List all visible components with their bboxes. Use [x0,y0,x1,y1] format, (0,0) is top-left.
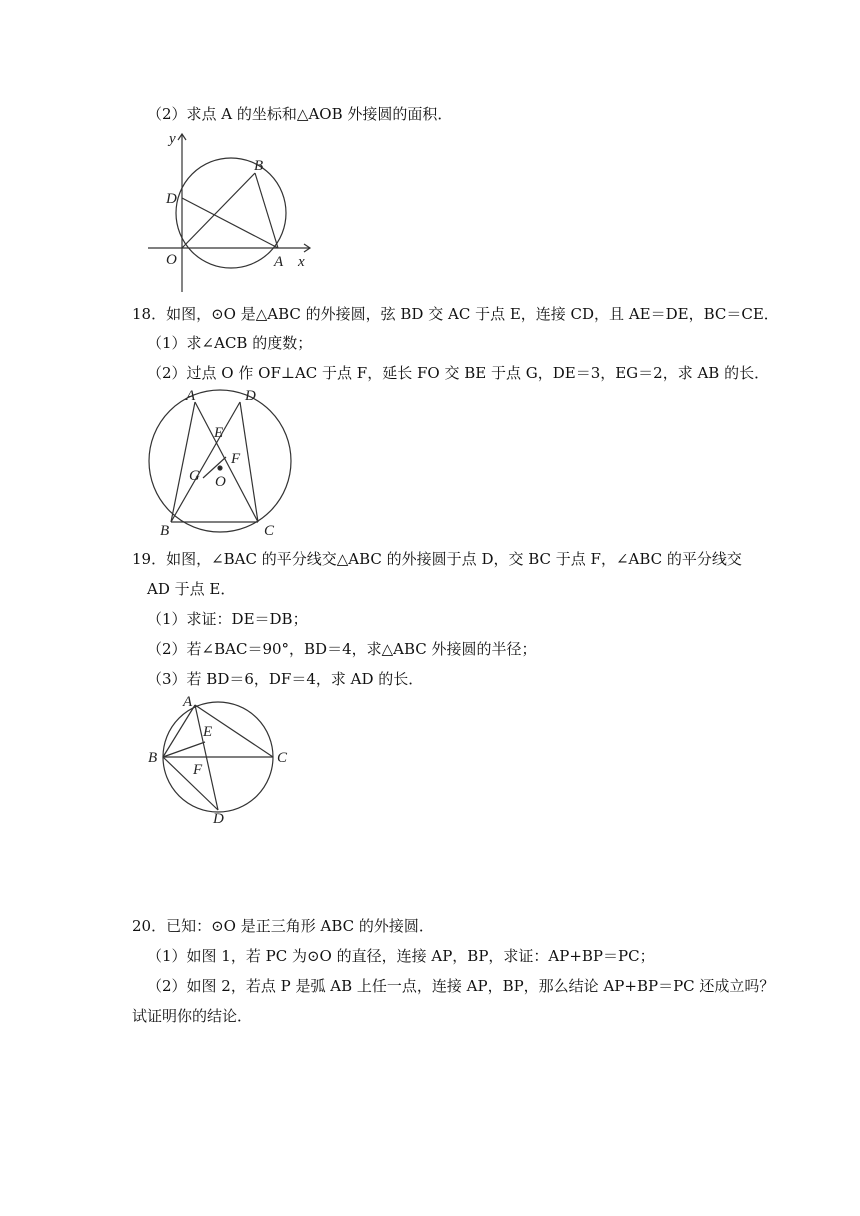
segment-AB [163,705,195,757]
label-D: D [213,811,224,827]
label-E: E [203,724,213,740]
label-B: B [160,523,170,539]
label-B: B [148,750,158,766]
label-D: D [245,388,256,404]
label-C: C [277,750,288,766]
label-A: A [183,694,193,710]
label-B: B [254,158,264,174]
label-E: E [214,425,224,441]
segment-BE [163,742,205,757]
q20-part2-line2: 试证明你的结论． [132,1007,253,1025]
label-O: O [166,252,177,268]
label-A: A [274,254,284,270]
q19-part1: （1）求证：DE＝DB； [147,610,308,628]
q19-stem-line1: 19．如图，∠BAC 的平分线交△ABC 的外接圆于点 D，交 BC 于点 F，∠ABC 的平分线交 [132,550,742,568]
q18-part2: （2）过点 O 作 OF⊥AC 于点 F，延长 FO 交 BE 于点 G，DE＝3，EG＝2，求 AB 的长． [147,364,770,382]
q20-part1: （1）如图 1，若 PC 为⊙O 的直径，连接 AP，BP，求证：AP+BP＝PC； [147,947,655,965]
label-y: y [169,131,176,147]
q19-part2: （2）若∠BAC＝90°，BD＝4，求△ABC 外接圆的半径； [147,640,537,658]
label-F: F [193,762,203,778]
label-G: G [189,468,200,484]
q19-part3: （3）若 BD＝6，DF＝4，求 AD 的长． [147,670,424,688]
label-A: A [186,388,196,404]
label-C: C [264,523,275,539]
label-F: F [231,451,241,467]
label-D: D [166,191,177,207]
segment-BD [163,757,218,810]
label-x: x [298,254,305,270]
q20-part2-line1: （2）如图 2，若点 P 是弧 AB 上任一点，连接 AP，BP，那么结论 AP+BP＝PC 还成立吗？ [147,977,775,995]
q18-part1: （1）求∠ACB 的度数； [147,334,313,352]
q18-stem: 18．如图，⊙O 是△ABC 的外接圆，弦 BD 交 AC 于点 E，连接 CD，且 AE＝DE，BC＝CE． [132,305,779,323]
label-O: O [215,474,226,490]
q20-stem: 20．已知：⊙O 是正三角形 ABC 的外接圆． [132,917,434,935]
q17-part2: （2）求点 A 的坐标和△AOB 外接圆的面积． [147,105,453,123]
q19-stem-line2: AD 于点 E． [147,580,236,598]
